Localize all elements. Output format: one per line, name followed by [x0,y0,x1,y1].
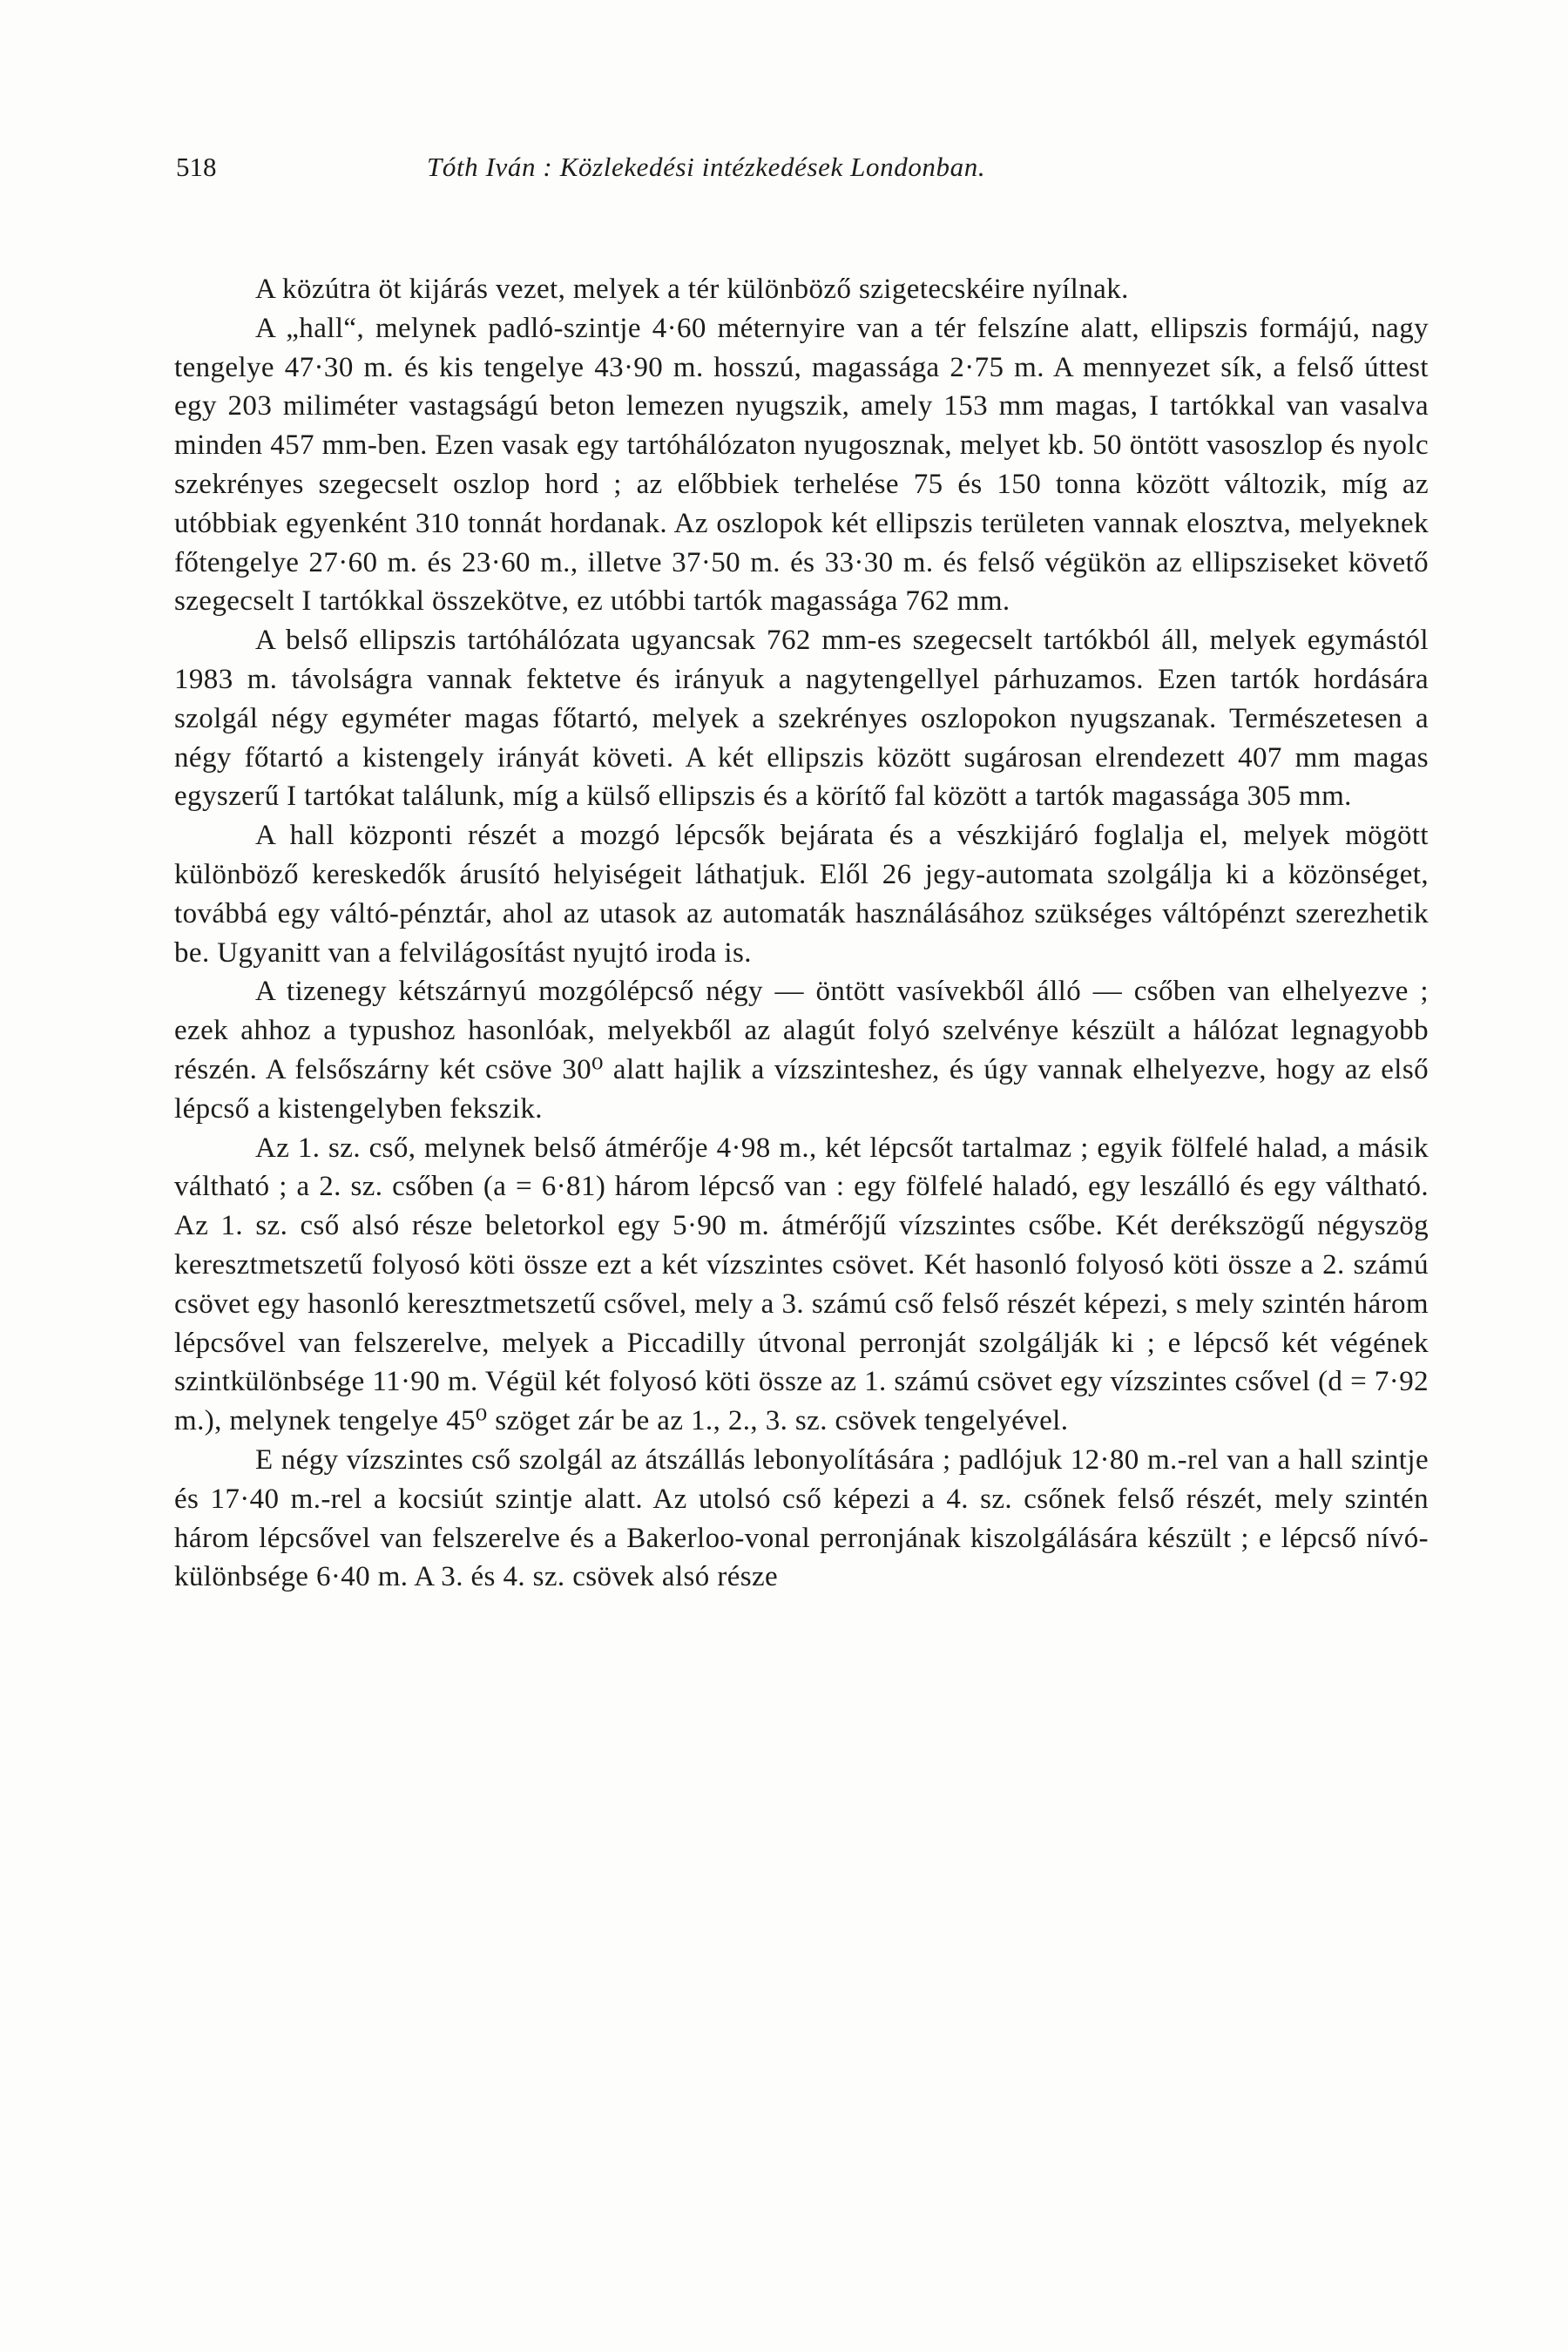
paragraph-4: A hall központi részét a mozgó lépcsők bejárata és a vészkijáró foglalja el, melyek mögött különböző kereskedők árusító helyiségeit láthatjuk. Elől 26 jegy-automata szolgálja ki a közönséget, továbbá egy váltó-pénztár, ahol az utasok az automaták használásához szükséges váltópénzt szerezhetik be. Ugyanitt van a felvilágosítást nyujtó iroda is. [174,820,1429,969]
running-title: Tóth Iván : Közlekedési intézkedések Londonban. [427,152,986,182]
paragraph-7: E négy vízszintes cső szolgál az átszállás lebonyolítására ; padlójuk 12·80 m.-rel van a hall szintje és 17·40 m.-rel a kocsiút szintje alatt. Az utolsó cső képezi a 4. sz. csőnek felső részét, mely szintén három lépcsővel van felszerelve és a Bakerloo-vonal perronjának kiszolgálására készült ; e lépcső nívó-különbsége 6·40 m. A 3. és 4. sz. csövek alsó része [174,1443,1429,1593]
page-number: 518 [176,152,217,182]
paragraph-1: A közútra öt kijárás vezet, melyek a tér különböző szigetecskéire nyílnak. [255,274,1129,305]
paragraph-3: A belső ellipszis tartóhálózata ugyancsak 762 mm-es szegecselt tartókból áll, melyek egymástól 1983 m. távolságra vannak fektetve és irányuk a nagytengellyel párhuzamos. Ezen tartók hordására szolgál négy egyméter magas főtartó, melyek a szekrényes oszlopokon nyugszanak. Természetesen a négy főtartó a kistengely irányát követi. A két ellipszis között sugárosan elrendezett 407 mm magas egyszerű I tartókat találunk, míg a külső ellipszis és a körítő fal között a tartók magassága 305 mm. [174,625,1429,813]
paragraph-6: Az 1. sz. cső, melynek belső átmérője 4·98 m., két lépcsőt tartalmaz ; egyik fölfelé halad, a másik váltható ; a 2. sz. csőben (a = 6·81) három lépcső van : egy fölfelé haladó, egy leszálló és egy váltható. Az 1. sz. cső alsó része beletorkol egy 5·90 m. átmérőjű vízszintes csőbe. Két derékszögű négyszög keresztmetszetű folyosó köti össze ezt a két vízszintes csövet. Két hasonló folyosó köti össze a 2. számú csövet egy hasonló keresztmetszetű csővel, mely a 3. számú cső felső részét képezi, s mely szintén három lépcsővel van felszerelve, melyek a Piccadilly útvonal perronját szolgálják ki ; e lépcső két végének szintkülönbsége 11·90 m. Végül két folyosó köti össze az 1. számú csövet egy vízszintes csővel (d = 7·92 m.), melynek tengelye 45⁰ szöget zár be az 1., 2., 3. sz. csövek tengelyével. [174,1132,1429,1437]
page-header [174,152,1446,195]
paragraph-5: A tizenegy kétszárnyú mozgólépcső négy — öntött vasívekből álló — csőben van elhelyezve ; ezek ahhoz a typushoz hasonlóak, melyekből az alagút folyó szelvénye készült a hálózat legnagyobb részén. A felsőszárny két csöve 30⁰ alatt hajlik a vízszinteshez, és úgy vannak elhelyezve, hogy az első lépcső a kistengelyben fekszik. [174,976,1429,1125]
body-text [174,270,1429,1597]
paragraph-2: A „hall“, melynek padló-szintje 4·60 méternyire van a tér felszíne alatt, ellipszis formájú, nagy tengelye 47·30 m. és kis tengelye 43·90 m. hosszú, magassága 2·75 m. A mennyezet sík, a felső úttest egy 203 miliméter vastagságú beton lemezen nyugszik, amely 153 mm magas, I tartókkal van vasalva minden 457 mm-ben. Ezen vasak egy tartóhálózaton nyugosznak, melyet kb. 50 öntött vasoszlop és nyolc szekrényes szegecselt oszlop hord ; az előbbiek terhelése 75 és 150 tonna között változik, míg az utóbbiak egyenként 310 tonnát hordanak. Az oszlopok két ellipszis területen vannak elosztva, melyeknek főtengelye 27·60 m. és 23·60 m., illetve 37·50 m. és 33·30 m. és felső végükön az ellipsziseket követő szegecselt I tartókkal összekötve, ez utóbbi tartók magassága 762 mm. [174,312,1429,618]
